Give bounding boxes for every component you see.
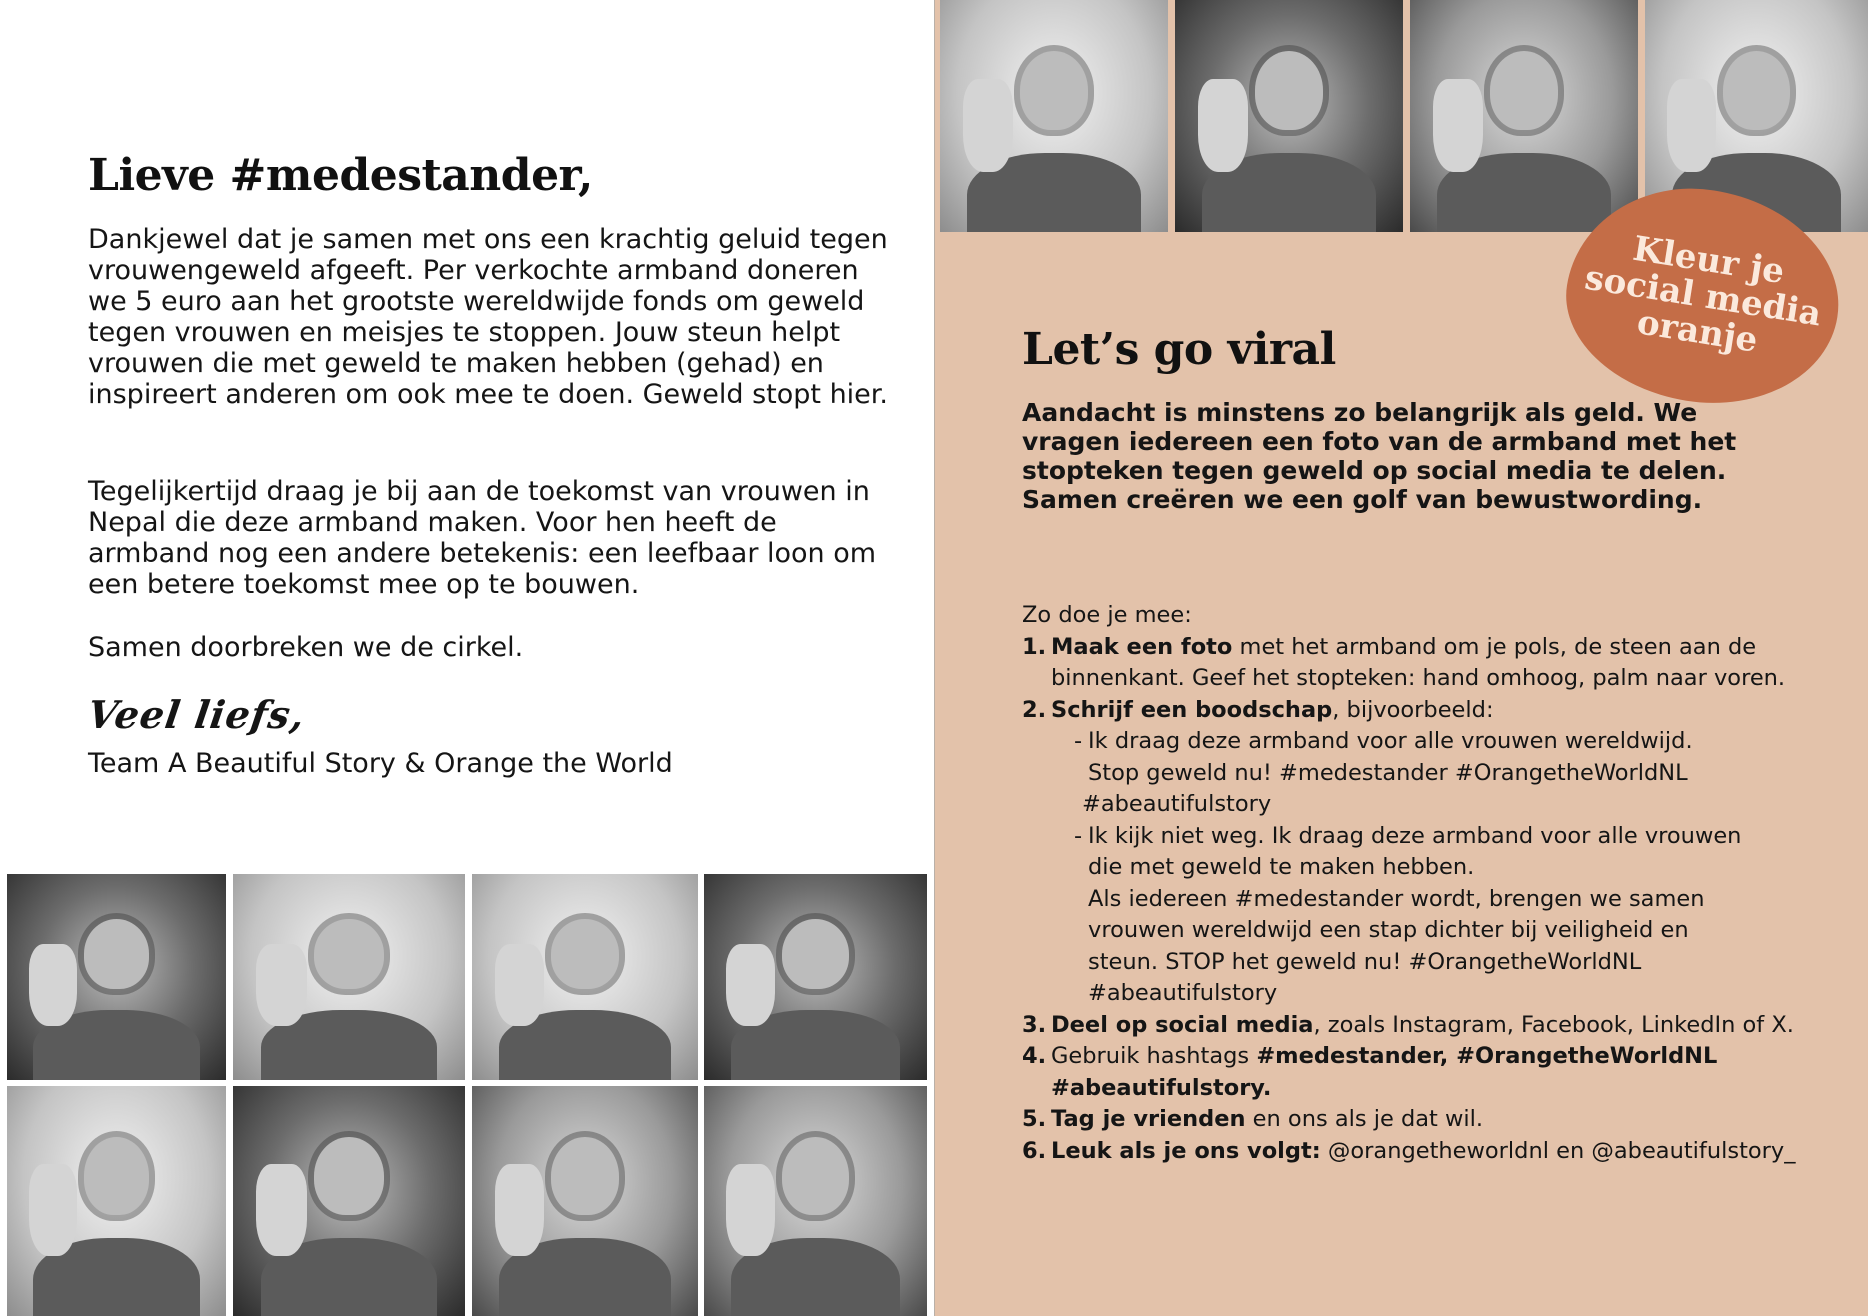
right-title: Let’s go viral — [1022, 324, 1336, 375]
nepal-paragraph: Tegelijkertijd draag je bij aan de toekomst van vrouwen in Nepal die deze armband maken. Voor hen heeft de armband nog een andere betekenis: een leefbaar loon om een betere toekomst mee op te bouwen. — [88, 476, 877, 600]
example-message — [1074, 726, 1842, 821]
example-line: die met geweld te maken hebben. — [1088, 854, 1475, 880]
step-strong: Leuk als je ons volgt: — [1051, 1137, 1321, 1164]
step-item — [1022, 1104, 1842, 1136]
step-item — [1022, 695, 1842, 727]
example-message — [1074, 821, 1842, 1010]
example-line: Ik draag deze armband voor alle vrouwen wereldwijd. — [1088, 728, 1693, 754]
portrait-photo — [1175, 0, 1403, 232]
portrait-photo — [233, 1086, 465, 1316]
portrait-photo — [7, 1086, 226, 1316]
example-line: #abeautifulstory — [1088, 980, 1278, 1006]
howto-heading: Zo doe je mee: — [1022, 602, 1192, 628]
step-text: met het armband om je pols, de steen aan de binnenkant. Geef het stopteken: hand omhoog, palm naar voren. — [1051, 633, 1786, 691]
left-title: Lieve #medestander, — [88, 150, 593, 201]
howto-list — [1022, 600, 1842, 1167]
step-strong: Deel op social media — [1051, 1011, 1314, 1038]
step-number: 6. — [1022, 1137, 1047, 1164]
closing-paragraph: Samen doorbreken we de cirkel. — [88, 632, 524, 663]
example-line: vrouwen wereldwijd een stap dichter bij veiligheid en — [1088, 917, 1689, 943]
step-strong: Tag je vrienden — [1051, 1106, 1246, 1132]
intro-paragraph: Dankjewel dat je samen met ons een krachtig geluid tegen vrouwengeweld afgeeft. Per verkochte armband doneren we 5 euro aan het grootste wereldwijde fonds om geweld tegen vrouwen en meisjes te stoppen. Jouw steun helpt vrouwen die met geweld te maken hebben (gehad) en inspireert anderen om ook mee te doen. Geweld stopt hier. — [88, 224, 888, 410]
example-dash: - — [1074, 822, 1083, 849]
step-number: 1. — [1022, 633, 1047, 660]
step-number: 5. — [1022, 1106, 1047, 1132]
example-line: Als iedereen #medestander wordt, brengen we samen — [1088, 885, 1705, 912]
step-text: , zoals Instagram, Facebook, LinkedIn of X. — [1313, 1011, 1794, 1038]
step-number: 3. — [1022, 1011, 1047, 1038]
portrait-photo — [940, 0, 1168, 232]
badge-text: Kleur je social media oranje — [1582, 228, 1824, 361]
step-number: 4. — [1022, 1043, 1047, 1069]
example-line: #abeautifulstory — [1082, 791, 1272, 817]
handwritten-signoff: Veel liefs, — [84, 692, 309, 737]
step-item — [1022, 1136, 1842, 1168]
portrait-photo — [7, 874, 226, 1080]
portrait-photo — [472, 1086, 698, 1316]
example-line: Stop geweld nu! #medestander #OrangetheWorldNL — [1088, 759, 1688, 786]
portrait-photo-grid — [0, 874, 934, 1316]
portrait-photo — [704, 874, 927, 1080]
step-text: @orangetheworldnl en @abeautifulstory_ — [1320, 1137, 1796, 1164]
team-signature: Team A Beautiful Story & Orange the World — [88, 748, 673, 779]
portrait-photo — [704, 1086, 927, 1316]
step-strong: #medestander, #OrangetheWorldNL #abeautifulstory. — [1051, 1043, 1718, 1101]
example-line: steun. STOP het geweld nu! #OrangetheWorldNL — [1088, 948, 1642, 975]
step-item — [1022, 1010, 1842, 1042]
portrait-photo — [1410, 0, 1638, 232]
step-text: en ons als je dat wil. — [1245, 1106, 1484, 1132]
step-text: , bijvoorbeeld: — [1332, 696, 1494, 723]
example-line: Ik kijk niet weg. Ik draag deze armband voor alle vrouwen — [1088, 822, 1742, 849]
step-item — [1022, 632, 1842, 695]
right-intro: Aandacht is minstens zo belangrijk als geld. We vragen iedereen een foto van de armband met het stopteken tegen geweld op social media te delen. Samen creëren we een golf van bewustwording. — [1022, 398, 1737, 514]
example-dash: - — [1074, 728, 1083, 754]
portrait-photo — [233, 874, 465, 1080]
step-number: 2. — [1022, 696, 1047, 723]
step-strong: Schrijf een boodschap — [1051, 696, 1333, 723]
step-strong: Maak een foto — [1051, 633, 1233, 660]
portrait-photo — [472, 874, 698, 1080]
step-text: Gebruik hashtags — [1051, 1043, 1257, 1069]
step-item — [1022, 1041, 1842, 1104]
